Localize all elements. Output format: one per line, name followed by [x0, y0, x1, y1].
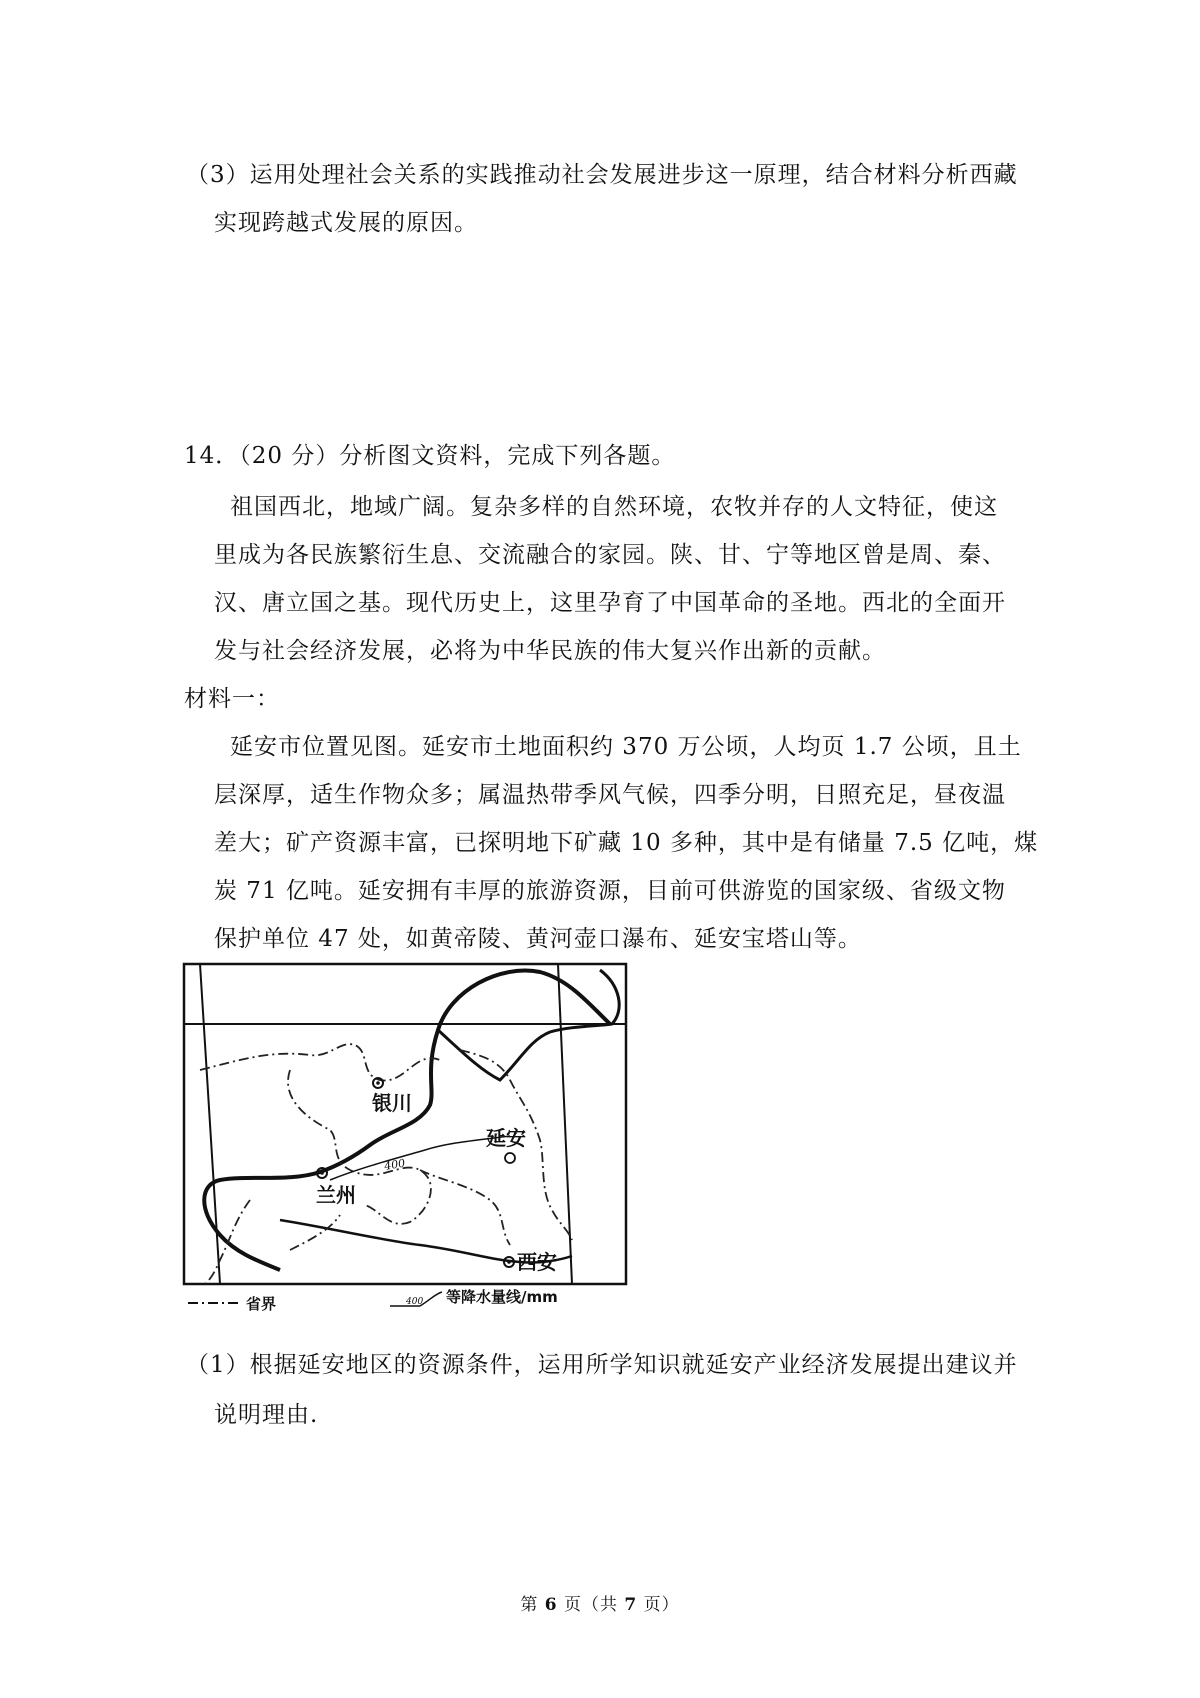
- footer-middle: 页（共: [557, 1595, 625, 1615]
- material-1-label: 材料一：: [184, 686, 280, 712]
- footer-suffix: 页）: [637, 1595, 680, 1615]
- intro-paragraph-line-1: 祖国西北，地域广阔。复杂多样的自然环境，农牧并存的人文特征，使这: [230, 494, 998, 520]
- city-lanzhou: [316, 1168, 356, 1207]
- question-3-text-line-1: （3）运用处理社会关系的实践推动社会发展进步这一原理，结合材料分析西藏: [186, 162, 1018, 188]
- city-label-lanzhou: 兰州: [316, 1183, 356, 1207]
- footer-total-pages: 7: [624, 1595, 638, 1615]
- intro-paragraph-line-3: 汉、唐立国之基。现代历史上，这里孕育了中国革命的圣地。西北的全面开: [214, 590, 1006, 616]
- question-14-header: 14．（20 分）分析图文资料，完成下列各题。: [184, 443, 676, 469]
- sub-question-1-line-1: （1）根据延安地区的资源条件，运用所学知识就延安产业经济发展提出建议并: [186, 1352, 1018, 1378]
- city-label-xian: 西安: [517, 1250, 557, 1274]
- intro-paragraph-line-2: 里成为各民族繁衍生息、交流融合的家园。陕、甘、宁等地区曾是周、秦、: [214, 542, 1006, 568]
- legend-boundary-label: 省界: [246, 1295, 277, 1313]
- yanan-location-map: [180, 960, 634, 1320]
- city-label-yinchuan: 银川: [372, 1091, 412, 1115]
- city-yinchuan: [372, 1078, 412, 1115]
- material-1-line-4: 炭 71 亿吨。延安拥有丰厚的旅游资源，目前可供游览的国家级、省级文物: [214, 878, 1006, 904]
- footer-prefix: 第: [520, 1595, 545, 1615]
- legend-isoline-tail: [420, 1292, 442, 1306]
- footer-page-number: 6: [544, 1595, 558, 1615]
- longitude-line: [200, 964, 220, 1284]
- isoline-value-label: 400: [383, 1156, 407, 1173]
- map-legend: [188, 1288, 558, 1313]
- sub-question-1-line-2: 说明理由.: [214, 1402, 319, 1428]
- material-1-line-2: 层深厚，适生作物众多；属温热带季风气候，四季分明，日照充足，昼夜温: [214, 782, 1006, 808]
- yellow-river: [204, 971, 610, 1270]
- city-label-yanan: 延安: [486, 1126, 526, 1150]
- province-boundary: [205, 1200, 250, 1284]
- province-boundary: [200, 1044, 440, 1080]
- material-1-line-3: 差大；矿产资源丰富，已探明地下矿藏 10 多种，其中是有储量 7.5 亿吨，煤: [214, 830, 1039, 856]
- province-boundary: [290, 1215, 340, 1250]
- page-footer: [0, 1590, 1200, 1615]
- intro-paragraph-line-4: 发与社会经济发展，必将为中华民族的伟大复兴作出新的贡献。: [214, 638, 886, 664]
- province-boundary: [420, 1170, 510, 1245]
- legend-isoline-value: 400: [406, 1297, 424, 1307]
- material-1-line-5: 保护单位 47 处，如黄帝陵、黄河壶口瀑布、延安宝塔山等。: [214, 926, 862, 952]
- legend-isoline-label: 等降水量线/mm: [446, 1288, 558, 1306]
- isoline-400mm: [330, 1136, 510, 1180]
- material-1-line-1: 延安市位置见图。延安市土地面积约 370 万公顷，人均页 1.7 公顷，且土: [230, 734, 1022, 760]
- longitude-line: [558, 964, 572, 1284]
- city-yanan: [486, 1126, 526, 1163]
- question-3-text-line-2: 实现跨越式发展的原因。: [214, 210, 478, 236]
